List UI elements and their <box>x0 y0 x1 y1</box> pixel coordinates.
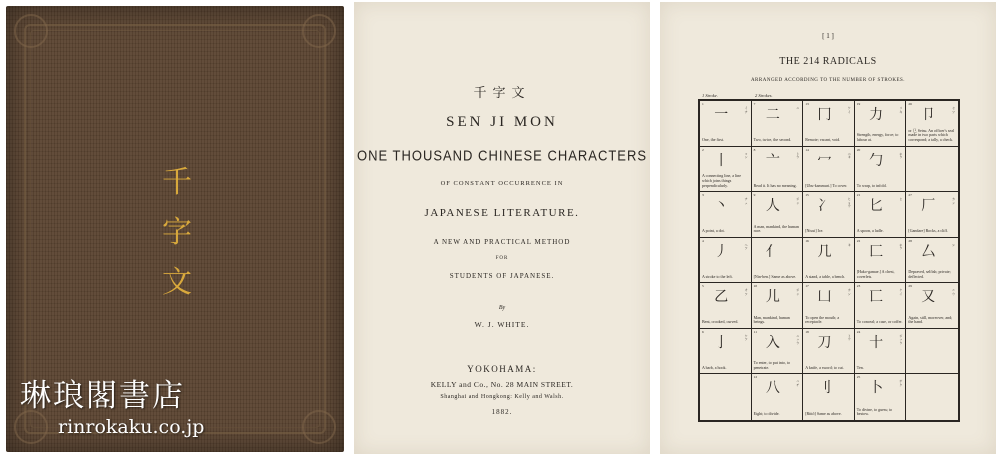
radical-reading: ヘツ <box>744 242 748 251</box>
radical-number: 11 <box>753 329 757 334</box>
radical-reading: ニ <box>796 106 800 110</box>
subtitle-literature: JAPANESE LITERATURE. <box>424 207 580 219</box>
column-heading: 2 Strokes. <box>755 93 773 98</box>
radical-character: 丿 <box>714 243 729 260</box>
for-line: FOR <box>495 256 509 261</box>
radical-meaning: or 㔾 Setsu. An officer's seal made in two parts which correspond; a tally, a check. <box>908 127 955 142</box>
radical-character: 八 <box>765 380 780 397</box>
shop-name-watermark: 琳琅閣書店 <box>20 378 185 414</box>
radical-cell <box>752 192 804 238</box>
radical-cell <box>803 147 855 193</box>
column-heading: 1 Stroke. <box>702 93 718 98</box>
radical-character: 卩 <box>921 107 936 123</box>
book-cover <box>6 6 344 452</box>
radical-reading: ケイ <box>899 288 903 296</box>
radical-cell <box>700 374 752 420</box>
radical-cell <box>803 283 855 329</box>
radical-reading: オツ <box>744 288 748 296</box>
radical-cell <box>803 329 855 375</box>
radical-reading: ボク <box>899 379 903 387</box>
radical-character: 凵 <box>817 289 832 306</box>
radical-meaning: [Hako-gamae.] A chest, coverlets. <box>856 269 895 279</box>
radical-number: 12 <box>753 375 758 380</box>
page-subtitle: ARRANGED ACCORDING TO THE NUMBER OF STROKES. <box>750 78 906 83</box>
radical-reading: ジン <box>796 197 800 205</box>
radical-cell <box>752 238 804 284</box>
radical-meaning: A man, mankind, the human race. <box>753 223 799 234</box>
radical-meaning: Remote; vacant, void. <box>805 136 841 142</box>
title-page <box>354 2 650 454</box>
radical-reading: セツ <box>951 106 955 114</box>
radical-meaning: Strength, energy, force; to labour at. <box>856 132 899 142</box>
radical-character: 亠 <box>765 152 780 169</box>
radical-reading: シ <box>951 242 955 247</box>
publisher-city: YOKOHAMA: <box>467 364 537 374</box>
students-line: STUDENTS OF JAPANESE. <box>449 272 555 280</box>
radical-number: 1 <box>702 102 704 106</box>
radical-meaning: To wrap, to infold. <box>856 182 887 188</box>
corner-ornament-icon <box>14 410 48 444</box>
publisher-branches: Shanghai and Hongkong: Kelly and Walsh. <box>440 394 564 400</box>
radical-reading: ヒ <box>899 197 903 202</box>
radical-cell <box>752 329 804 375</box>
page-number: [ 1 ] <box>822 32 834 40</box>
radical-meaning: [Gandare] Rocks, a cliff. <box>908 228 948 234</box>
radical-meaning: Read it. It has no meaning. <box>753 182 797 188</box>
radical-number: 8 <box>753 147 756 152</box>
radical-reading: ジン <box>796 288 800 296</box>
radical-character: 力 <box>869 107 884 123</box>
radical-cell <box>855 283 907 329</box>
radical-character: 亅 <box>714 334 729 351</box>
publisher-name: KELLY and Co., No. 28 MAIN STREET. <box>430 380 574 389</box>
radical-meaning: A knife, a sword; to cut. <box>805 364 844 370</box>
radical-character: 人 <box>765 198 780 215</box>
radical-character: 匕 <box>869 198 884 215</box>
radical-cell <box>700 192 752 238</box>
corner-ornament-icon <box>302 410 336 444</box>
radical-number: 27 <box>908 193 912 198</box>
radical-number: 3 <box>702 193 704 198</box>
book-subtitle: ONE THOUSAND CHINESE CHARACTERS <box>356 146 648 165</box>
radical-number: 20 <box>856 147 861 152</box>
radical-cell <box>906 283 958 329</box>
author-name: W. J. WHITE. <box>474 320 530 329</box>
radical-cell <box>906 238 958 284</box>
radical-cell <box>700 329 752 375</box>
radical-meaning: A point, a dot. <box>702 228 725 234</box>
radical-cell <box>906 374 958 420</box>
radical-meaning: One, the first. <box>702 136 724 142</box>
radical-character: 卜 <box>869 380 884 397</box>
radical-cell <box>855 329 907 375</box>
radical-character: 几 <box>817 243 832 260</box>
radical-meaning: Two, twice, the second. <box>753 136 792 142</box>
radical-meaning: A barb, a hook. <box>702 364 727 370</box>
radical-number: 21 <box>856 193 861 198</box>
radical-reading: ユウ <box>951 288 955 296</box>
radical-character: 匚 <box>869 243 884 260</box>
radical-character: 厶 <box>921 243 936 260</box>
radical-cell <box>700 238 752 284</box>
radical-number: 5 <box>702 284 704 289</box>
radical-meaning: [Ubu-kammuri.] To cover. <box>805 182 848 188</box>
radical-meaning: Again, still, moreover, and; the hand. <box>908 314 953 325</box>
radical-cell <box>855 101 907 147</box>
radical-number: 24 <box>856 329 861 334</box>
radical-meaning: To open the mouth; a receptacle. <box>805 314 840 325</box>
radical-number: 22 <box>856 238 861 243</box>
radical-cell <box>855 238 907 284</box>
radical-meaning: A stand, a table, a bench. <box>805 273 846 279</box>
radical-meaning: To conceal; a case, or coffer. <box>856 319 903 325</box>
radicals-page <box>660 2 996 454</box>
radicals-table <box>698 99 960 422</box>
radical-reading: トウ <box>847 333 851 342</box>
radical-character: 一 <box>714 107 729 123</box>
radical-cell <box>906 101 958 147</box>
radical-character: 入 <box>765 334 780 351</box>
radical-character: 刂 <box>817 380 832 397</box>
radical-character: 儿 <box>765 289 780 306</box>
by-line: By <box>498 305 506 311</box>
method-line: A NEW AND PRACTICAL METHOD <box>433 238 571 246</box>
subtitle-line: OF CONSTANT OCCURRENCE IN <box>440 180 564 187</box>
radical-number: 9 <box>753 193 756 198</box>
radical-reading: ニュウ <box>796 333 800 345</box>
radical-number: 29 <box>908 284 912 289</box>
radical-number: 7 <box>753 102 756 106</box>
radical-cell <box>855 147 907 193</box>
publication-year: 1882. <box>491 408 513 416</box>
radical-reading: ホウ <box>899 151 903 160</box>
radical-reading: ベキ <box>847 151 851 160</box>
radical-cell <box>700 101 752 147</box>
radical-meaning: A spoon, a ladle. <box>856 228 884 234</box>
radical-reading: ハチ <box>796 379 800 387</box>
radical-number: 16 <box>805 238 809 243</box>
radical-number: 10 <box>753 284 758 289</box>
radical-cell <box>752 374 804 420</box>
radical-character: 又 <box>921 289 936 306</box>
radical-cell <box>700 147 752 193</box>
radical-reading: ホウ <box>899 242 903 251</box>
radical-reading: キ <box>847 242 851 247</box>
radical-cell <box>855 374 907 420</box>
radical-cell <box>803 192 855 238</box>
title-kanji: 千字文 <box>473 86 531 101</box>
radical-cell <box>700 283 752 329</box>
radical-meaning: [Nisui] Ice. <box>805 228 824 234</box>
radical-cell <box>906 147 958 193</box>
radical-meaning: To divine, to guess; to bestow. <box>856 406 893 417</box>
radical-reading: リキ <box>899 106 903 114</box>
radical-character: 十 <box>869 334 884 351</box>
radical-character: 厂 <box>921 198 936 215</box>
radical-meaning: Man, mankind, human beings. <box>753 314 790 325</box>
radical-number: 14 <box>805 147 809 152</box>
radical-character: 亻 <box>765 243 780 260</box>
radical-meaning: Depraved, selfish; private; deflected. <box>908 269 951 279</box>
radical-character: 冫 <box>817 198 832 215</box>
radical-meaning: A connecting line, a line which joins things perpendicularly. <box>702 173 741 188</box>
shop-url-watermark: rinrokaku.co.jp <box>58 416 205 438</box>
radical-number: 19 <box>856 102 861 106</box>
radical-cell <box>752 283 804 329</box>
radical-reading: カン <box>847 288 851 296</box>
radical-cell <box>752 101 804 147</box>
radical-number: 17 <box>805 284 809 289</box>
radical-character: 冖 <box>817 152 832 169</box>
book-title: SEN JI MON <box>446 114 558 130</box>
radical-meaning: [Rittô] Same as above. <box>805 411 842 417</box>
radical-character: 丨 <box>714 152 729 169</box>
radical-character: 乙 <box>714 289 729 306</box>
radical-character: 丶 <box>714 198 729 215</box>
radical-reading: ヒョウ <box>847 197 851 209</box>
radical-meaning: [Nin-ben.] Same as above. <box>753 273 797 279</box>
radical-number: 13 <box>805 102 809 106</box>
radical-number: 4 <box>702 238 704 243</box>
cover-title-char: 文 <box>162 265 192 300</box>
radical-character: 勹 <box>869 152 884 169</box>
radical-meaning: Bent, crooked, curved. <box>702 319 739 325</box>
radical-cell <box>906 329 958 375</box>
cover-title-char: 字 <box>162 215 192 250</box>
radical-reading: チュ <box>744 197 748 205</box>
radical-reading: ジュウ <box>899 333 903 345</box>
page-title: THE 214 RADICALS <box>779 56 877 67</box>
corner-ornament-icon <box>302 14 336 48</box>
radical-number: 25 <box>856 375 861 380</box>
radical-number: 23 <box>856 284 861 289</box>
radical-reading: トウ <box>796 151 800 160</box>
radical-number: 28 <box>908 238 912 243</box>
radical-cell <box>803 238 855 284</box>
radical-number: 26 <box>908 102 912 106</box>
radical-cell <box>906 192 958 238</box>
radical-cell <box>803 374 855 420</box>
radical-number: 6 <box>702 329 704 334</box>
radical-meaning: A stroke to the left. <box>702 273 733 279</box>
radical-meaning: To enter, to put into, to penetrate. <box>753 360 791 370</box>
radical-reading: コン <box>744 151 748 160</box>
radical-meaning: Eight; to divide. <box>753 411 780 417</box>
cover-title <box>157 158 197 308</box>
cover-title-char: 千 <box>162 165 192 200</box>
radical-character: 冂 <box>817 107 832 123</box>
radical-cell <box>855 192 907 238</box>
radical-meaning: Ten. <box>856 364 864 370</box>
radical-number: 15 <box>805 193 809 198</box>
radical-number: 2 <box>702 147 704 152</box>
radical-cell <box>752 147 804 193</box>
radical-reading: カン <box>951 197 955 205</box>
radical-reading: イチ <box>744 106 748 114</box>
radical-character: 二 <box>765 107 780 123</box>
radical-number: 18 <box>805 329 809 334</box>
radical-reading: ケツ <box>744 333 748 342</box>
radical-cell <box>803 101 855 147</box>
radical-character: 刀 <box>817 334 832 351</box>
radical-character: 匸 <box>869 289 884 306</box>
corner-ornament-icon <box>14 14 48 48</box>
radical-reading: ケイ <box>847 106 851 114</box>
